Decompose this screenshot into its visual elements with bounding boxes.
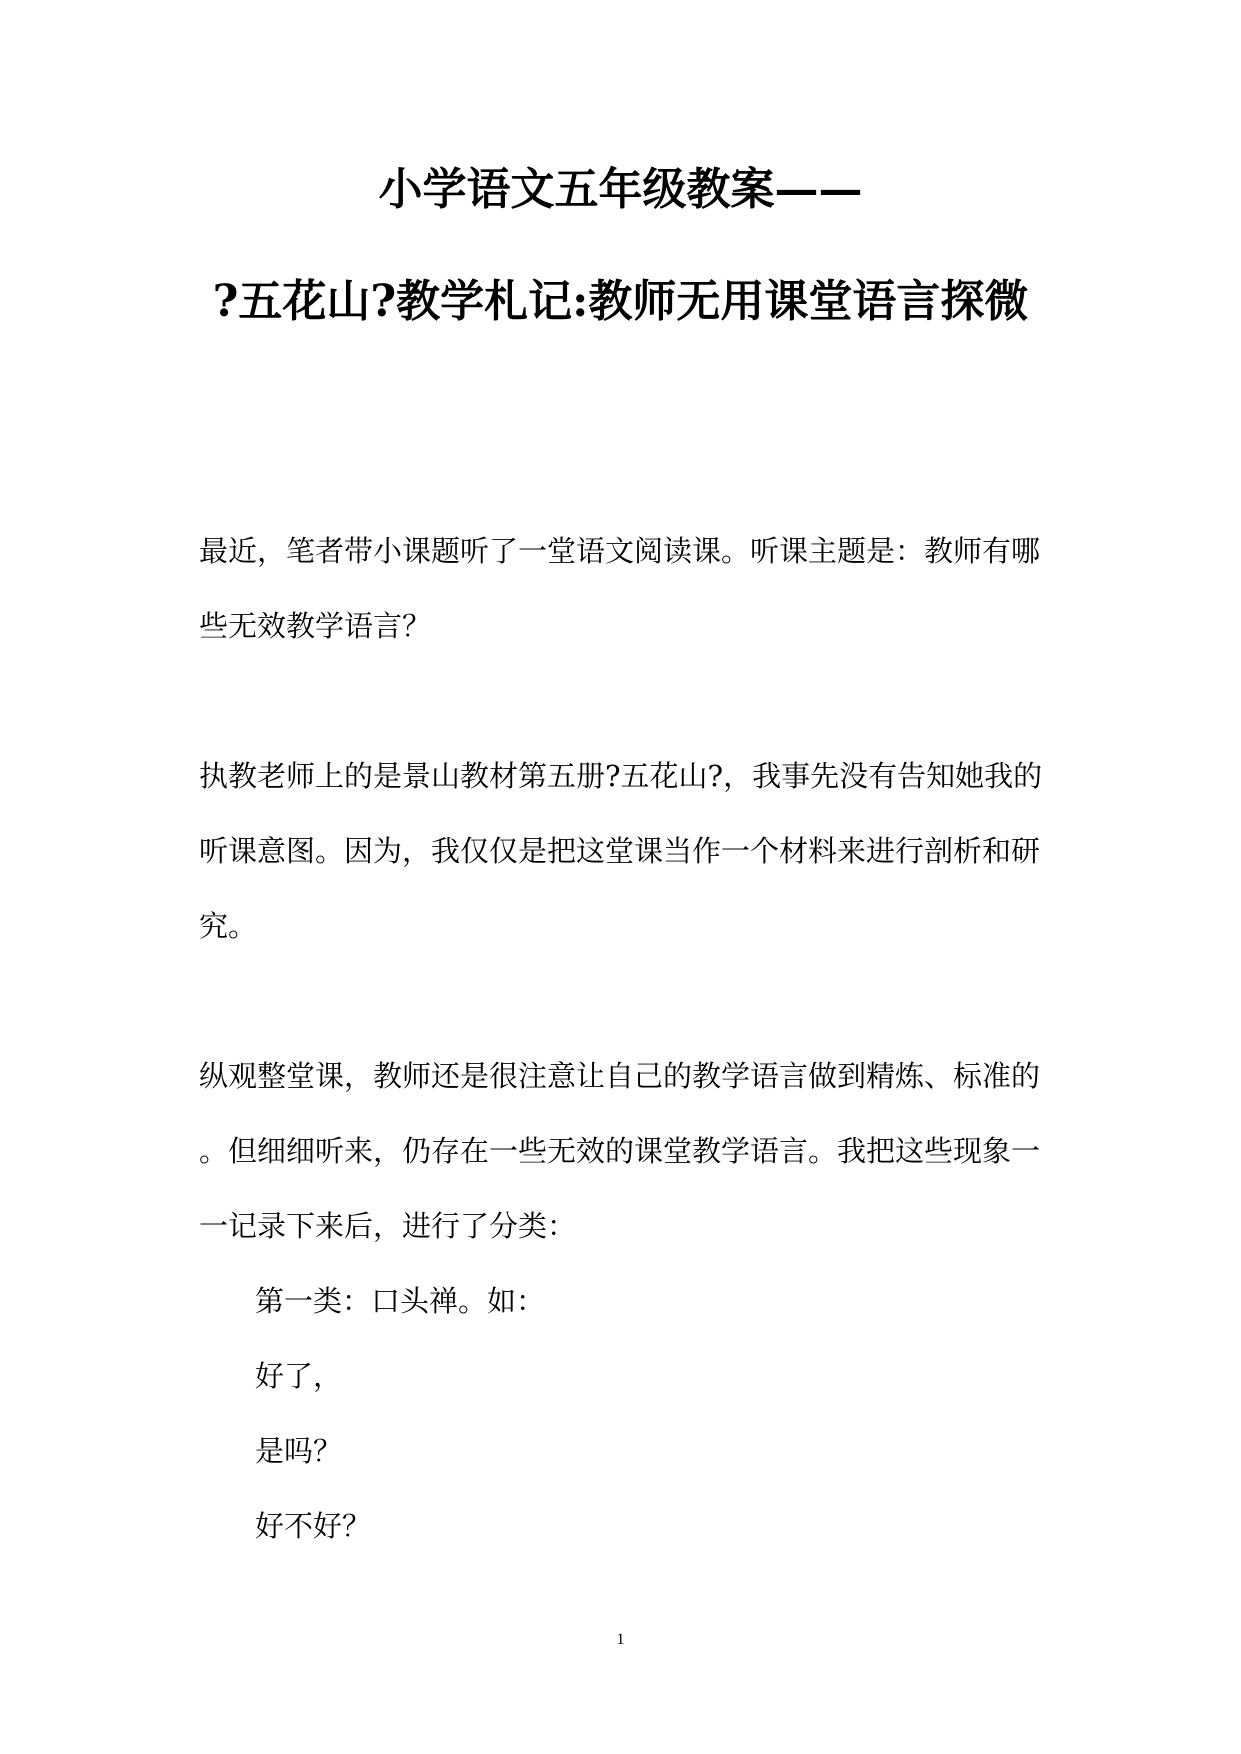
list-item: 第一类：口头禅。如： xyxy=(255,1284,546,1318)
title-line-1: 小学语文五年级教案—— xyxy=(378,164,863,215)
paragraph-line: 些无效教学语言？ xyxy=(199,609,432,643)
paragraph-line: 究。 xyxy=(199,909,258,943)
paragraph-line: 最近，笔者带小课题听了一堂语文阅读课。听课主题是：教师有哪 xyxy=(199,534,1041,568)
paragraph-line: 一记录下来后，进行了分类： xyxy=(199,1209,577,1243)
paragraph-2 xyxy=(199,739,1059,964)
indented-list xyxy=(199,1264,1059,1564)
list-item: 好不好？ xyxy=(255,1509,372,1543)
paragraph-line: 。但细细听来，仍存在一些无效的课堂教学语言。我把这些现象一 xyxy=(199,1134,1041,1168)
list-item: 是吗？ xyxy=(255,1434,343,1468)
paragraph-line: 听课意图。因为，我仅仅是把这堂课当作一个材料来进行剖析和研 xyxy=(199,834,1041,868)
paragraph-3 xyxy=(199,1039,1059,1264)
paragraph-line: 纵观整堂课，教师还是很注意让自己的教学语言做到精炼、标准的 xyxy=(199,1059,1041,1093)
document-title xyxy=(0,134,1241,358)
page-number: 1 xyxy=(616,1631,625,1648)
paragraph-1 xyxy=(199,514,1059,664)
title-line-2: ?五花山?教学札记:教师无用课堂语言探微 xyxy=(212,276,1029,327)
document-body xyxy=(199,514,1059,1564)
list-item: 好了， xyxy=(255,1359,343,1393)
paragraph-line: 执教老师上的是景山教材第五册?五花山?，我事先没有告知她我的 xyxy=(199,759,1043,793)
